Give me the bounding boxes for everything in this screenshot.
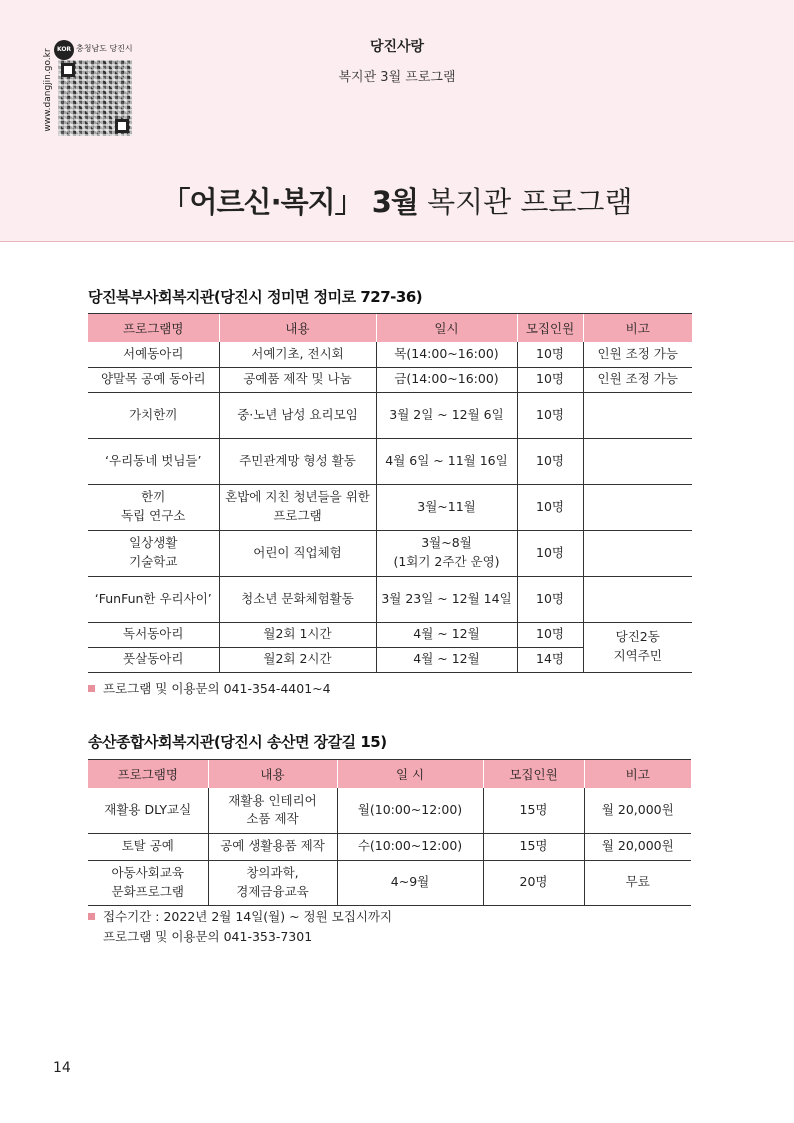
page-title: [0, 180, 794, 221]
program-count: 10명: [517, 392, 583, 438]
program-time: 수(10:00~12:00): [337, 833, 483, 860]
table-row: [88, 342, 692, 367]
program-note: 월 20,000원: [584, 788, 691, 833]
page-title-regular: 복지관 프로그램: [417, 185, 633, 219]
block2-note-period: 접수기간 : 2022년 2월 14일(월) ~ 정원 모집시까지: [88, 907, 392, 927]
program-name: ‘FunFun한 우리사이’: [88, 576, 219, 622]
program-count: 10명: [517, 342, 583, 367]
program-time: 4~9월: [337, 860, 483, 905]
program-time: 4월 ~ 12월: [376, 622, 517, 647]
table-row: [88, 576, 692, 622]
logo-icon: KOR: [54, 40, 74, 60]
program-content: 청소년 문화체험활동: [219, 576, 376, 622]
program-time: 4월 ~ 12월: [376, 647, 517, 672]
program-time: 3월 2일 ~ 12월 6일: [376, 392, 517, 438]
program-note: 무료: [584, 860, 691, 905]
block2-contact: 프로그램 및 이용문의 041-353-7301: [103, 929, 313, 944]
block2-title: 송산종합사회복지관(당진시 송산면 장갈길 15): [88, 733, 387, 751]
program-count: 10명: [517, 438, 583, 484]
table-row: [88, 530, 692, 576]
program-name: 일상생활 기술학교: [88, 530, 219, 576]
program-note: [583, 484, 692, 530]
program-name: 독서동아리: [88, 622, 219, 647]
program-note: 인원 조정 가능: [583, 367, 692, 392]
column-header: 모집인원: [483, 760, 584, 789]
program-count: 10명: [517, 576, 583, 622]
program-content: 공예 생활용품 제작: [208, 833, 337, 860]
program-time: 월(10:00~12:00): [337, 788, 483, 833]
block1-contact-note: [88, 679, 331, 699]
program-note: [583, 392, 692, 438]
column-header: 프로그램명: [88, 314, 219, 343]
program-content: 재활용 인테리어 소품 제작: [208, 788, 337, 833]
column-header: 내용: [219, 314, 376, 343]
column-header: 비고: [584, 760, 691, 789]
square-bullet-icon: [88, 685, 95, 692]
qr-side-url: www.dangjin.go.kr: [43, 48, 53, 132]
program-count: 14명: [517, 647, 583, 672]
program-content: 서예기초, 전시회: [219, 342, 376, 367]
program-content: 월2회 2시간: [219, 647, 376, 672]
table-row: [88, 438, 692, 484]
program-content: 어린이 직업체험: [219, 530, 376, 576]
program-name: 한끼 독립 연구소: [88, 484, 219, 530]
block2-notes: [88, 907, 392, 947]
table-row: [88, 860, 691, 905]
program-name: 가치한끼: [88, 392, 219, 438]
program-count: 20명: [483, 860, 584, 905]
program-note: [583, 530, 692, 576]
program-time: 목(14:00~16:00): [376, 342, 517, 367]
table-header-row: [88, 760, 691, 789]
column-header: 비고: [583, 314, 692, 343]
block1-table: [88, 313, 692, 673]
program-time: 3월 23일 ~ 12월 14일: [376, 576, 517, 622]
program-count: 10명: [517, 530, 583, 576]
column-header: 모집인원: [517, 314, 583, 343]
block1-contact: 프로그램 및 이용문의 041-354-4401~4: [103, 681, 331, 696]
table-row: [88, 622, 692, 647]
section-label: 당진사랑: [369, 39, 425, 55]
program-content: 공예품 제작 및 나눔: [219, 367, 376, 392]
program-count: 15명: [483, 833, 584, 860]
square-bullet-icon: [88, 913, 95, 920]
program-name: 풋살동아리: [88, 647, 219, 672]
program-content: 창의과학, 경제금융교육: [208, 860, 337, 905]
program-content: 혼밥에 지친 청년들을 위한 프로그램: [219, 484, 376, 530]
table-row: [88, 788, 691, 833]
program-name: 재활용 DLY교실: [88, 788, 208, 833]
program-note: 월 20,000원: [584, 833, 691, 860]
program-time: 3월~8월 (1회기 2주간 운영): [376, 530, 517, 576]
program-note-merged: 당진2동 지역주민: [583, 622, 692, 672]
program-name: 양말목 공예 동아리: [88, 367, 219, 392]
column-header: 프로그램명: [88, 760, 208, 789]
program-count: 15명: [483, 788, 584, 833]
program-count: 10명: [517, 622, 583, 647]
program-count: 10명: [517, 367, 583, 392]
program-name: 토탈 공예: [88, 833, 208, 860]
table-row: [88, 833, 691, 860]
qr-label: 충청남도 당진시: [76, 44, 133, 53]
program-content: 중·노년 남성 요리모임: [219, 392, 376, 438]
program-note: [583, 438, 692, 484]
program-time: 금(14:00~16:00): [376, 367, 517, 392]
table-row: [88, 392, 692, 438]
column-header: 일 시: [337, 760, 483, 789]
program-time: 3월~11월: [376, 484, 517, 530]
section-subtitle: 복지관 3월 프로그램: [338, 70, 456, 85]
page-number: 14: [53, 1060, 71, 1076]
page-title-bold: 「어르신·복지」 3월: [161, 185, 418, 219]
column-header: 일시: [376, 314, 517, 343]
block1-title: 당진북부사회복지관(당진시 정미면 정미로 727-36): [88, 288, 423, 306]
program-name: ‘우리동네 벗님들’: [88, 438, 219, 484]
table-header-row: [88, 314, 692, 343]
program-count: 10명: [517, 484, 583, 530]
program-name: 서예동아리: [88, 342, 219, 367]
program-time: 4월 6일 ~ 11월 16일: [376, 438, 517, 484]
program-note: 인원 조정 가능: [583, 342, 692, 367]
table-row: [88, 367, 692, 392]
table-row: [88, 484, 692, 530]
program-note: [583, 576, 692, 622]
program-content: 월2회 1시간: [219, 622, 376, 647]
block2-table: [88, 759, 691, 906]
column-header: 내용: [208, 760, 337, 789]
program-content: 주민관계망 형성 활동: [219, 438, 376, 484]
program-name: 아동사회교육 문화프로그램: [88, 860, 208, 905]
